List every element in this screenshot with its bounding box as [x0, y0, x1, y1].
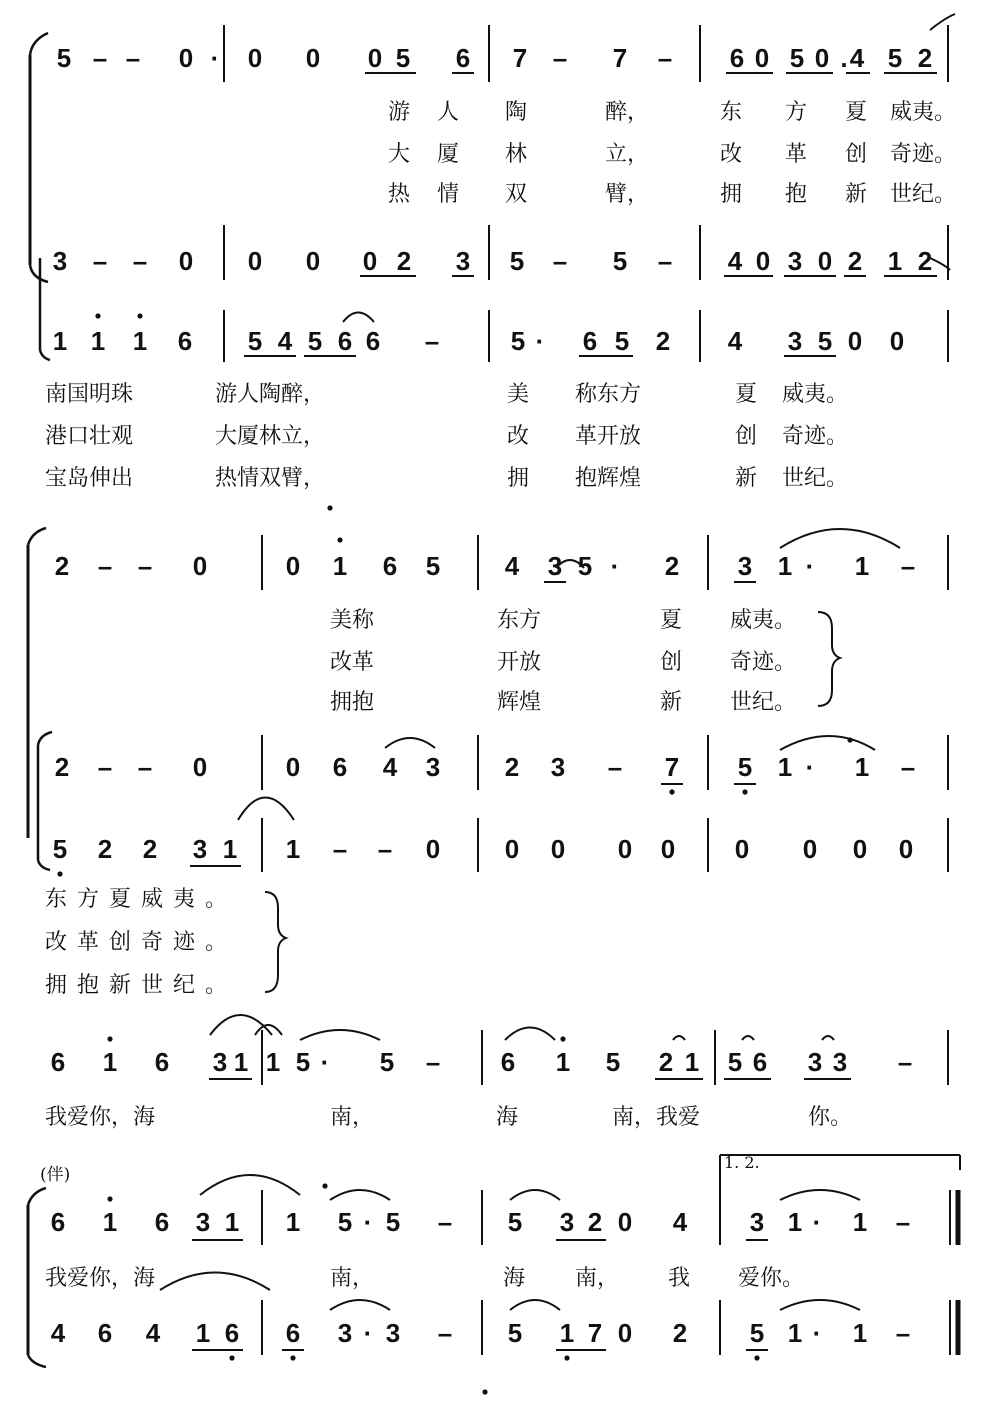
lyric-verse-1-d: 称东方: [575, 382, 642, 407]
jianpu-note: 0: [285, 752, 301, 782]
jianpu-note: 1: [332, 551, 348, 581]
jianpu-note: 0: [814, 43, 830, 73]
lyric-refrain-2-f: 爱你。: [738, 1266, 805, 1291]
jianpu-note: 2: [396, 246, 412, 276]
lyric-verse-1-f: 威夷。: [782, 382, 849, 407]
jianpu-note: 0: [285, 551, 301, 581]
lyric-verse-1-a: 南国明珠: [45, 382, 134, 407]
jianpu-note: 3: [337, 1318, 353, 1348]
lyric-part: 拥: [720, 182, 743, 207]
jianpu-note: 1: [195, 1318, 211, 1348]
jianpu-note: 4: [727, 246, 743, 276]
lyric-part: 世纪。: [890, 182, 957, 207]
jianpu-note: 5: [247, 326, 263, 356]
jianpu-note: 2: [664, 551, 680, 581]
lyric-mid-2-d: 奇迹。: [730, 650, 797, 675]
lyric-tail-1: 东方夏威夷。: [45, 887, 238, 912]
jianpu-note: 2: [54, 752, 70, 782]
jianpu-note: 3: [192, 834, 208, 864]
lyric-refrain-2-e: 我: [668, 1266, 691, 1291]
jianpu-note: 3: [787, 326, 803, 356]
jianpu-note: ·: [812, 1318, 822, 1348]
lyric-refrain-1-a: 我爱你，海: [45, 1105, 156, 1130]
jianpu-note: 6: [97, 1318, 113, 1348]
lyric-refrain-2-d: 南，: [575, 1266, 620, 1291]
jianpu-note: 6: [332, 752, 348, 782]
jianpu-note: 1: [787, 1318, 803, 1348]
jianpu-note: 0: [660, 834, 676, 864]
jianpu-note: 6: [500, 1047, 516, 1077]
jianpu-note: 1: [285, 834, 301, 864]
jianpu-note: 0: [305, 43, 321, 73]
lyric-part: 革: [785, 142, 808, 167]
jianpu-note: 1: [684, 1047, 700, 1077]
jianpu-note: –: [657, 246, 673, 276]
lyric-mid-3-c: 新: [660, 690, 683, 715]
lyric-part: 陶: [505, 100, 528, 125]
lyric-verse-3-d: 抱辉煌: [575, 466, 642, 491]
jianpu-note: 3: [787, 246, 803, 276]
jianpu-note: 7: [512, 43, 528, 73]
lyric-verse-2-a: 港口壮观: [45, 424, 134, 449]
jianpu-note: 1: [777, 752, 793, 782]
lyric-refrain-2-c: 海: [503, 1266, 526, 1291]
jianpu-note: 2: [917, 43, 933, 73]
jianpu-note: 1: [852, 1207, 868, 1237]
jianpu-note: 1: [265, 1047, 281, 1077]
verse-group-brace: [818, 612, 840, 706]
jianpu-note: 5: [507, 1318, 523, 1348]
octave-dots: [54, 313, 852, 1394]
jianpu-note: 4: [50, 1318, 66, 1348]
lyric-part: 大: [388, 142, 411, 167]
jianpu-note: 2: [847, 246, 863, 276]
jianpu-note: 1: [222, 834, 238, 864]
jianpu-note: –: [437, 1318, 453, 1348]
jianpu-note: 0: [617, 1207, 633, 1237]
jianpu-note: ·: [805, 752, 815, 782]
jianpu-note: 1: [233, 1047, 249, 1077]
jianpu-note: 0: [852, 834, 868, 864]
lyric-part: 林: [505, 142, 528, 167]
lyric-tail-2: 改革创奇迹。: [45, 930, 238, 955]
jianpu-note: 5: [56, 43, 72, 73]
lyric-mid-2-b: 开放: [497, 650, 542, 675]
lyric-refrain-2-b: 南，: [330, 1266, 375, 1291]
jianpu-note: 5: [577, 551, 593, 581]
lyric-verse-3-f: 世纪。: [782, 466, 849, 491]
jianpu-note: ·: [210, 43, 220, 73]
jianpu-note: 5: [425, 551, 441, 581]
lyric-part: 人: [437, 100, 460, 125]
jianpu-note: 3: [52, 246, 68, 276]
lyric-mid-3-a: 拥抱: [330, 690, 375, 715]
jianpu-note: –: [425, 1047, 441, 1077]
lyric-refrain-2-a: 我爱你，海: [45, 1266, 156, 1291]
jianpu-note: 1: [555, 1047, 571, 1077]
jianpu-note: 5: [887, 43, 903, 73]
jianpu-note: 0: [754, 43, 770, 73]
jianpu-note: 0: [305, 246, 321, 276]
jianpu-note: 0: [178, 43, 194, 73]
jianpu-note: 2: [658, 1047, 674, 1077]
jianpu-note: ·: [812, 1207, 822, 1237]
jianpu-note: 1: [887, 246, 903, 276]
jianpu-note: 3: [455, 246, 471, 276]
jianpu-note: –: [552, 43, 568, 73]
lyric-mid-1-a: 美称: [330, 608, 375, 633]
lyric-part: 立，: [605, 142, 650, 167]
jianpu-note: 5: [507, 1207, 523, 1237]
jianpu-note: ·: [535, 326, 545, 356]
lyric-part: 方: [785, 100, 808, 125]
jianpu-note: –: [137, 551, 153, 581]
jianpu-note: 0: [847, 326, 863, 356]
jianpu-note: 5: [737, 752, 753, 782]
jianpu-note: –: [92, 246, 108, 276]
jianpu-note: 5: [612, 246, 628, 276]
lyric-verse-1-e: 夏: [735, 382, 758, 407]
lyric-part: 热: [388, 182, 411, 207]
lyric-verse-2-b: 大厦林立，: [215, 424, 326, 449]
jianpu-note: 2: [655, 326, 671, 356]
jianpu-note: 0: [192, 752, 208, 782]
lyric-refrain-1-e: 你。: [808, 1105, 853, 1130]
jianpu-note: 6: [154, 1047, 170, 1077]
lyric-mid-3-d: 世纪。: [730, 690, 797, 715]
jianpu-note: 4: [672, 1207, 688, 1237]
jianpu-note: 2: [504, 752, 520, 782]
jianpu-note: –: [437, 1207, 453, 1237]
jianpu-note: 1: [854, 551, 870, 581]
jianpu-note: 3: [807, 1047, 823, 1077]
jianpu-note: –: [125, 43, 141, 73]
lyric-part: 东: [720, 100, 743, 125]
lyric-part: 创: [845, 142, 868, 167]
jianpu-note: ·: [363, 1318, 373, 1348]
jianpu-note: 0: [504, 834, 520, 864]
lyric-part: 醉，: [605, 100, 650, 125]
jianpu-note: 1: [102, 1047, 118, 1077]
lyric-part: 奇迹。: [890, 142, 957, 167]
jianpu-note: 7: [664, 752, 680, 782]
jianpu-note: 5: [509, 246, 525, 276]
jianpu-note: 0: [755, 246, 771, 276]
jianpu-note: 4: [382, 752, 398, 782]
jianpu-note: 0: [247, 43, 263, 73]
jianpu-note: 1: [559, 1318, 575, 1348]
jianpu-note: 5: [510, 326, 526, 356]
lyric-verse-1-b: 游人陶醉，: [215, 382, 326, 407]
jianpu-note: 5: [395, 43, 411, 73]
lyric-mid-2-c: 创: [660, 650, 683, 675]
jianpu-note: 6: [729, 43, 745, 73]
jianpu-note: 3: [737, 551, 753, 581]
jianpu-note: 3: [832, 1047, 848, 1077]
jianpu-note: –: [97, 551, 113, 581]
bracket-hook-top: [30, 33, 48, 55]
lyric-mid-1-b: 东方: [497, 608, 542, 633]
jianpu-note: –: [424, 326, 440, 356]
jianpu-note: 0: [247, 246, 263, 276]
jianpu-note: 6: [50, 1047, 66, 1077]
jianpu-note: ·: [610, 551, 620, 581]
jianpu-note: 1: [787, 1207, 803, 1237]
lyric-part: 情: [437, 182, 460, 207]
lyric-tail-3: 拥抱新世纪。: [45, 973, 238, 998]
jianpu-note: 5: [614, 326, 630, 356]
jianpu-note: 3: [550, 752, 566, 782]
jianpu-note: 6: [285, 1318, 301, 1348]
jianpu-note: –: [657, 43, 673, 73]
jianpu-note: 5: [749, 1318, 765, 1348]
jianpu-note: 0: [425, 834, 441, 864]
jianpu-note: 0: [898, 834, 914, 864]
jianpu-note: 5: [52, 834, 68, 864]
jianpu-note: 5: [385, 1207, 401, 1237]
jianpu-note: 1: [285, 1207, 301, 1237]
jianpu-note: 0: [734, 834, 750, 864]
lyric-verse-2-d: 革开放: [575, 424, 642, 449]
lyric-part: 改: [720, 142, 743, 167]
jianpu-note: 1: [777, 551, 793, 581]
lyric-verse-3-b: 热情双臂，: [215, 466, 326, 491]
jianpu-note: –: [377, 834, 393, 864]
lyric-part: 抱: [785, 182, 808, 207]
jianpu-note: 6: [177, 326, 193, 356]
jianpu-note: 3: [547, 551, 563, 581]
lyric-part: 游: [388, 100, 411, 125]
jianpu-note: 6: [365, 326, 381, 356]
lyric-mid-1-d: 威夷。: [730, 608, 797, 633]
jianpu-note: 2: [54, 551, 70, 581]
jianpu-note: –: [137, 752, 153, 782]
lyric-verse-3-a: 宝岛伸出: [45, 466, 134, 491]
jianpu-note: 5: [337, 1207, 353, 1237]
jianpu-note: 5: [605, 1047, 621, 1077]
underline-beams: [190, 73, 937, 1350]
jianpu-note: –: [132, 246, 148, 276]
jianpu-note: 1: [132, 326, 148, 356]
jianpu-note: ·: [363, 1207, 373, 1237]
jianpu-note: –: [92, 43, 108, 73]
lyric-verse-2-f: 奇迹。: [782, 424, 849, 449]
lyric-mid-1-c: 夏: [660, 608, 683, 633]
jianpu-note: .: [840, 43, 848, 73]
lyric-part: 臂，: [605, 182, 650, 207]
lyric-mid-3-b: 辉煌: [497, 690, 542, 715]
jianpu-note: 6: [582, 326, 598, 356]
jianpu-note: 3: [425, 752, 441, 782]
jianpu-note: 2: [97, 834, 113, 864]
jianpu-note: ·: [805, 551, 815, 581]
jianpu-note: 1: [102, 1207, 118, 1237]
jianpu-note: 1: [224, 1207, 240, 1237]
jianpu-note: 0: [617, 1318, 633, 1348]
jianpu-note: –: [607, 752, 623, 782]
jianpu-note: 0: [178, 246, 194, 276]
jianpu-note: 1: [852, 1318, 868, 1348]
jianpu-note: 5: [727, 1047, 743, 1077]
jianpu-note: 3: [385, 1318, 401, 1348]
jianpu-note: 2: [142, 834, 158, 864]
lyric-part: 双: [505, 182, 528, 207]
jianpu-note: 0: [362, 246, 378, 276]
jianpu-note: –: [332, 834, 348, 864]
jianpu-note: 6: [50, 1207, 66, 1237]
slurs: [160, 313, 900, 1311]
accompaniment-label: (伴): [40, 1165, 71, 1185]
jianpu-note: 5: [379, 1047, 395, 1077]
jianpu-note: –: [900, 551, 916, 581]
jianpu-note: 0: [889, 326, 905, 356]
lyric-verse-2-e: 创: [735, 424, 758, 449]
jianpu-note: 3: [749, 1207, 765, 1237]
jianpu-note: –: [97, 752, 113, 782]
jianpu-note: 2: [672, 1318, 688, 1348]
jianpu-note: –: [552, 246, 568, 276]
jianpu-note: 5: [789, 43, 805, 73]
jianpu-note: 4: [849, 43, 865, 73]
jianpu-note: 4: [504, 551, 520, 581]
jianpu-note: 3: [195, 1207, 211, 1237]
lyric-refrain-1-c: 海: [496, 1105, 519, 1130]
lyric-part: 夏: [845, 100, 868, 125]
jianpu-note: 6: [337, 326, 353, 356]
jianpu-note: 6: [224, 1318, 240, 1348]
bracket-hook: [930, 14, 955, 30]
volta-label: 1. 2.: [724, 1153, 760, 1172]
lyric-refrain-1-b: 南，: [330, 1105, 375, 1130]
jianpu-note: 0: [367, 43, 383, 73]
lyric-verse-3-e: 新: [735, 466, 758, 491]
jianpu-note: 5: [817, 326, 833, 356]
lyric-refrain-1-d: 南，我爱: [612, 1105, 701, 1130]
jianpu-note: 5: [295, 1047, 311, 1077]
jianpu-note: 4: [145, 1318, 161, 1348]
jianpu-note: –: [897, 1047, 913, 1077]
jianpu-note: 7: [612, 43, 628, 73]
jianpu-note: 1: [854, 752, 870, 782]
jianpu-note: 3: [559, 1207, 575, 1237]
jianpu-note: 6: [382, 551, 398, 581]
lyric-part: 厦: [437, 142, 460, 167]
jianpu-note: 0: [192, 551, 208, 581]
lyric-part: 威夷。: [890, 100, 957, 125]
jianpu-note: 2: [587, 1207, 603, 1237]
jianpu-note: 1: [90, 326, 106, 356]
jianpu-note: 4: [277, 326, 293, 356]
jianpu-note: 5: [307, 326, 323, 356]
lyric-verse-3-c: 拥: [507, 466, 530, 491]
jianpu-note: 1: [52, 326, 68, 356]
jianpu-note: –: [900, 752, 916, 782]
jianpu-note: –: [895, 1318, 911, 1348]
jianpu-note: 6: [455, 43, 471, 73]
lyric-verse-2-c: 改: [507, 424, 530, 449]
lyric-part: 新: [845, 182, 868, 207]
jianpu-note: 0: [617, 834, 633, 864]
jianpu-note: 0: [550, 834, 566, 864]
jianpu-note: –: [895, 1207, 911, 1237]
jianpu-note: 2: [917, 246, 933, 276]
jianpu-note: 6: [154, 1207, 170, 1237]
jianpu-note: 7: [587, 1318, 603, 1348]
lyric-mid-2-a: 改革: [330, 650, 375, 675]
jianpu-note: ·: [320, 1047, 330, 1077]
verse-group-brace: [265, 892, 286, 992]
jianpu-note: 0: [817, 246, 833, 276]
jianpu-note: 6: [752, 1047, 768, 1077]
lyric-verse-1-c: 美: [507, 382, 530, 407]
jianpu-note: 3: [212, 1047, 228, 1077]
jianpu-note: 0: [802, 834, 818, 864]
jianpu-note: 4: [727, 326, 743, 356]
